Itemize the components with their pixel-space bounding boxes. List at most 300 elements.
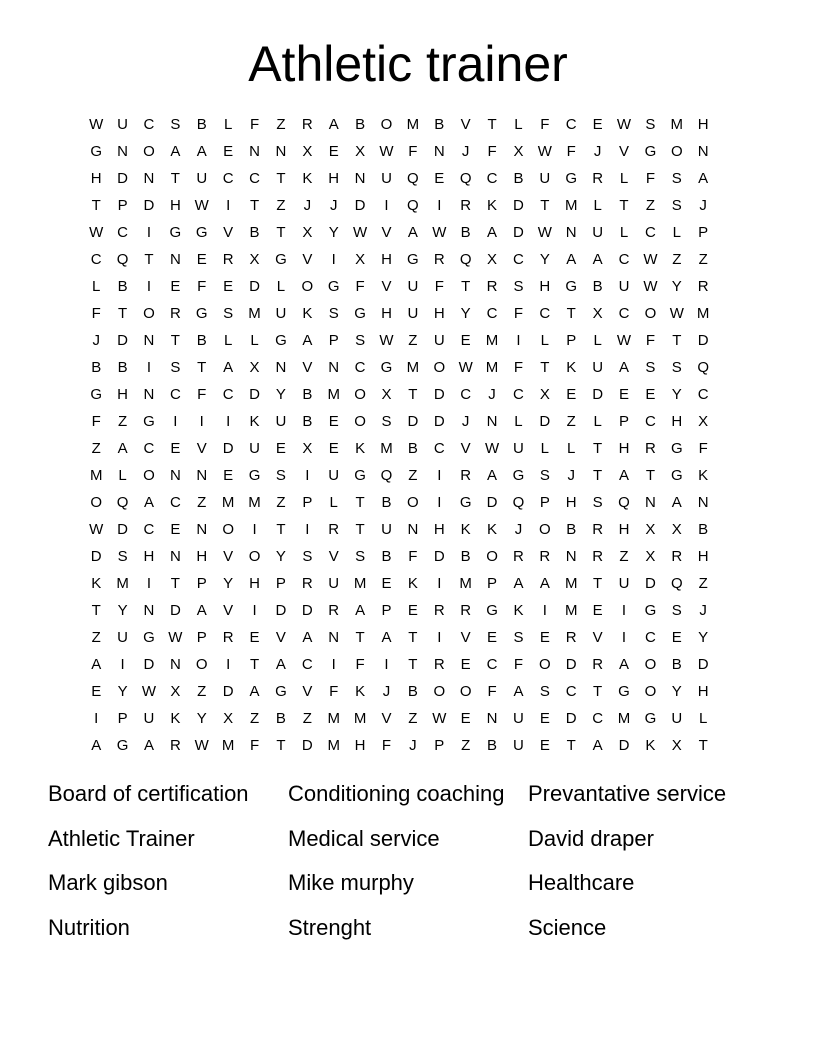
grid-letter: R <box>460 602 472 619</box>
grid-letter: T <box>276 224 286 241</box>
grid-letter: L <box>223 332 233 349</box>
grid-letter: H <box>354 737 366 754</box>
grid-letter: V <box>275 629 286 646</box>
grid-letter: A <box>355 602 366 619</box>
grid-letter: I <box>305 467 310 484</box>
grid-letter: E <box>196 251 207 268</box>
grid-letter: S <box>170 116 181 133</box>
grid-letter: P <box>328 332 339 349</box>
grid-letter: B <box>592 278 603 295</box>
grid-letter: O <box>644 683 657 700</box>
grid-letter: L <box>619 170 629 187</box>
grid-letter: P <box>196 575 207 592</box>
grid-letter: E <box>170 521 181 538</box>
grid-letter: M <box>485 359 499 376</box>
word-item: Nutrition <box>48 914 130 940</box>
grid-letter: W <box>616 332 632 349</box>
grid-letter: I <box>384 656 389 673</box>
grid-letter: A <box>91 656 102 673</box>
grid-letter: A <box>513 683 524 700</box>
grid-letter: P <box>698 224 709 241</box>
grid-letter: I <box>331 656 336 673</box>
grid-letter: W <box>432 224 447 241</box>
grid-letter: F <box>513 359 524 376</box>
grid-letter: P <box>117 197 128 214</box>
grid-letter: U <box>328 467 340 484</box>
grid-letter: M <box>406 359 420 376</box>
grid-letter: H <box>249 575 260 592</box>
grid-letter: P <box>381 602 392 619</box>
grid-letter: K <box>355 440 366 457</box>
grid-letter: R <box>433 251 445 268</box>
grid-letter: E <box>328 440 339 457</box>
grid-letter: S <box>513 278 524 295</box>
grid-letter: G <box>248 467 261 484</box>
grid-letter: E <box>223 278 234 295</box>
grid-row <box>83 165 743 192</box>
grid-letter: A <box>592 251 603 268</box>
grid-letter: F <box>513 305 524 322</box>
grid-letter: B <box>196 332 207 349</box>
grid-letter: H <box>328 170 340 187</box>
grid-letter: U <box>433 332 445 349</box>
word-row <box>48 778 788 823</box>
grid-letter: C <box>513 251 524 268</box>
grid-letter: T <box>355 521 365 538</box>
grid-letter: L <box>276 278 286 295</box>
grid-letter: V <box>460 629 471 646</box>
grid-letter: F <box>434 278 444 295</box>
grid-letter: X <box>539 386 550 403</box>
grid-letter: C <box>644 224 656 241</box>
grid-letter: S <box>328 305 339 322</box>
grid-letter: U <box>381 521 392 538</box>
grid-row <box>83 219 743 246</box>
grid-letter: Z <box>197 494 207 511</box>
grid-letter: W <box>194 737 209 754</box>
word-item: Strenght <box>288 914 372 940</box>
grid-letter: G <box>275 683 287 700</box>
grid-letter: C <box>618 305 630 322</box>
grid-letter: G <box>565 278 578 295</box>
grid-letter: K <box>302 170 313 187</box>
grid-letter: G <box>407 251 419 268</box>
grid-letter: Q <box>618 494 630 511</box>
grid-letter: D <box>117 332 128 349</box>
grid-letter: X <box>645 548 656 565</box>
grid-letter: Z <box>197 683 207 700</box>
grid-letter: D <box>644 575 656 592</box>
grid-letter: A <box>275 656 286 673</box>
grid-letter: U <box>592 224 604 241</box>
grid-letter: T <box>408 386 418 403</box>
grid-letter: O <box>354 386 366 403</box>
grid-letter: P <box>275 575 286 592</box>
grid-letter: S <box>671 197 682 214</box>
grid-letter: Q <box>459 170 472 187</box>
grid-letter: T <box>593 683 603 700</box>
grid-letter: F <box>91 305 101 322</box>
grid-letter: O <box>354 413 366 430</box>
grid-letter: H <box>618 440 630 457</box>
grid-letter: T <box>118 305 128 322</box>
grid-letter: I <box>146 359 152 376</box>
grid-letter: M <box>353 575 367 592</box>
grid-letter: L <box>540 440 549 457</box>
grid-letter: N <box>169 548 181 565</box>
grid-letter: B <box>513 170 524 187</box>
grid-letter: C <box>565 683 577 700</box>
grid-letter: L <box>619 224 629 241</box>
grid-letter: B <box>355 116 366 133</box>
grid-letter: H <box>565 494 577 511</box>
grid-letter: D <box>539 413 551 430</box>
grid-letter: I <box>621 602 627 619</box>
grid-row <box>83 327 743 354</box>
grid-letter: M <box>564 602 578 619</box>
grid-letter: Z <box>461 737 471 754</box>
grid-letter: B <box>381 548 392 565</box>
grid-row <box>83 543 743 570</box>
grid-letter: P <box>619 413 630 430</box>
grid-letter: H <box>539 278 551 295</box>
grid-letter: T <box>197 359 207 376</box>
grid-letter: T <box>276 521 286 538</box>
grid-letter: T <box>593 440 603 457</box>
grid-letter: F <box>487 683 497 700</box>
grid-letter: A <box>117 440 128 457</box>
grid-letter: A <box>619 656 630 673</box>
grid-letter: H <box>618 521 630 538</box>
grid-letter: M <box>248 305 261 322</box>
grid-letter: O <box>143 143 155 160</box>
grid-letter: J <box>461 413 470 430</box>
grid-letter: C <box>143 521 155 538</box>
grid-letter: B <box>487 737 498 754</box>
grid-letter: E <box>619 386 630 403</box>
grid-letter: S <box>671 359 682 376</box>
grid-letter: Q <box>697 359 710 376</box>
grid-letter: N <box>143 170 155 187</box>
grid-letter: J <box>409 737 417 754</box>
grid-letter: V <box>381 278 392 295</box>
grid-letter: J <box>329 197 338 214</box>
grid-letter: H <box>117 386 128 403</box>
grid-letter: A <box>302 629 313 646</box>
grid-letter: E <box>328 143 339 160</box>
grid-letter: T <box>170 575 180 592</box>
grid-letter: G <box>116 737 129 754</box>
grid-letter: A <box>143 737 154 754</box>
grid-letter: H <box>697 548 709 565</box>
grid-letter: H <box>381 305 392 322</box>
grid-letter: W <box>458 359 473 376</box>
grid-letter: H <box>143 548 155 565</box>
grid-letter: S <box>355 332 366 349</box>
grid-letter: G <box>195 224 208 241</box>
grid-letter: X <box>487 251 498 268</box>
grid-letter: W <box>669 305 684 322</box>
grid-letter: R <box>592 521 604 538</box>
grid-letter: U <box>381 170 392 187</box>
grid-letter: E <box>170 278 181 295</box>
grid-letter: Y <box>671 683 682 700</box>
grid-letter: D <box>143 656 155 673</box>
grid-letter: P <box>487 575 498 592</box>
grid-letter: J <box>567 467 575 484</box>
grid-letter: D <box>249 386 260 403</box>
grid-letter: W <box>379 143 394 160</box>
grid-letter: D <box>697 332 709 349</box>
grid-letter: N <box>565 548 577 565</box>
grid-letter: D <box>169 602 181 619</box>
grid-letter: R <box>592 170 604 187</box>
grid-letter: I <box>226 656 231 673</box>
grid-letter: U <box>671 710 683 727</box>
grid-letter: G <box>195 305 208 322</box>
grid-letter: L <box>329 494 338 511</box>
grid-letter: L <box>223 116 233 133</box>
grid-letter: G <box>644 710 657 727</box>
grid-letter: N <box>275 359 287 376</box>
grid-letter: B <box>249 224 260 241</box>
grid-letter: Y <box>196 710 207 727</box>
grid-letter: H <box>697 116 709 133</box>
grid-letter: G <box>380 359 393 376</box>
grid-letter: D <box>513 197 524 214</box>
grid-letter: K <box>645 737 656 754</box>
grid-letter: Z <box>276 116 286 133</box>
grid-letter: D <box>433 548 445 565</box>
grid-letter: M <box>327 710 340 727</box>
grid-letter: G <box>486 602 498 619</box>
grid-letter: M <box>485 332 499 349</box>
grid-letter: Y <box>460 305 471 322</box>
grid-letter: A <box>619 359 630 376</box>
grid-letter: U <box>513 710 524 727</box>
grid-letter: T <box>355 494 365 511</box>
grid-letter: A <box>619 467 630 484</box>
grid-letter: J <box>382 683 391 700</box>
grid-letter: C <box>143 116 155 133</box>
grid-letter: G <box>90 143 103 160</box>
grid-row <box>83 246 743 273</box>
grid-letter: D <box>117 170 128 187</box>
word-item: Mike murphy <box>288 870 414 895</box>
grid-letter: D <box>565 656 577 673</box>
grid-letter: L <box>593 332 602 349</box>
grid-letter: G <box>275 332 287 349</box>
grid-letter: N <box>565 224 577 241</box>
grid-letter: I <box>226 413 231 430</box>
grid-letter: S <box>275 467 286 484</box>
grid-letter: Z <box>408 332 418 349</box>
grid-letter: U <box>539 170 551 187</box>
grid-letter: X <box>381 386 392 403</box>
grid-letter: T <box>276 737 286 754</box>
grid-letter: M <box>116 575 129 592</box>
word-row <box>48 912 788 957</box>
grid-letter: S <box>645 359 656 376</box>
grid-letter: F <box>249 737 260 754</box>
grid-letter: C <box>222 386 234 403</box>
grid-letter: G <box>670 467 683 484</box>
grid-letter: B <box>698 521 709 538</box>
grid-letter: A <box>143 494 154 511</box>
grid-letter: T <box>170 332 180 349</box>
grid-letter: B <box>91 359 102 376</box>
grid-letter: T <box>645 467 655 484</box>
grid-letter: L <box>593 197 602 214</box>
grid-letter: Q <box>670 575 683 592</box>
grid-letter: X <box>170 683 181 700</box>
grid-letter: A <box>196 143 207 160</box>
grid-row <box>83 354 743 381</box>
grid-letter: B <box>302 413 313 430</box>
grid-letter: V <box>592 629 603 646</box>
grid-letter: D <box>486 494 498 511</box>
grid-letter: I <box>437 575 442 592</box>
grid-letter: V <box>460 440 471 457</box>
grid-letter: M <box>564 575 578 592</box>
grid-letter: K <box>170 710 181 727</box>
grid-letter: V <box>302 683 313 700</box>
grid-row <box>83 732 743 759</box>
grid-letter: I <box>542 602 547 619</box>
grid-letter: W <box>194 197 209 214</box>
grid-letter: M <box>221 494 235 511</box>
grid-letter: J <box>92 332 100 349</box>
grid-letter: G <box>459 494 472 511</box>
grid-letter: I <box>437 494 442 511</box>
grid-letter: D <box>433 413 445 430</box>
grid-letter: S <box>592 494 603 511</box>
grid-letter: Z <box>276 197 286 214</box>
grid-letter: W <box>89 116 104 133</box>
grid-letter: L <box>593 413 602 430</box>
grid-letter: O <box>90 494 103 511</box>
grid-row <box>83 300 743 327</box>
grid-letter: L <box>672 224 681 241</box>
grid-letter: F <box>487 143 497 160</box>
grid-letter: Y <box>223 575 234 592</box>
grid-letter: S <box>117 548 128 565</box>
grid-letter: T <box>593 467 603 484</box>
grid-letter: V <box>328 548 339 565</box>
grid-letter: O <box>143 305 155 322</box>
grid-letter: F <box>540 116 550 133</box>
grid-letter: N <box>143 332 155 349</box>
word-item: David draper <box>528 825 654 851</box>
grid-letter: W <box>616 116 632 133</box>
grid-letter: H <box>90 170 102 187</box>
grid-letter: W <box>643 251 658 268</box>
grid-letter: C <box>644 413 656 430</box>
grid-letter: I <box>305 521 310 538</box>
grid-letter: B <box>407 440 418 457</box>
grid-letter: N <box>328 629 340 646</box>
grid-letter: N <box>407 521 419 538</box>
grid-letter: U <box>513 737 524 754</box>
grid-letter: E <box>249 629 260 646</box>
grid-letter: A <box>487 467 498 484</box>
grid-letter: X <box>249 359 260 376</box>
grid-letter: T <box>249 197 260 214</box>
grid-letter: T <box>566 305 576 322</box>
grid-letter: C <box>169 494 181 511</box>
grid-letter: U <box>618 575 630 592</box>
word-item: Conditioning coaching <box>288 781 505 806</box>
grid-letter: D <box>354 197 366 214</box>
grid-letter: I <box>516 332 521 349</box>
grid-letter: M <box>459 575 472 592</box>
grid-letter: W <box>432 710 447 727</box>
grid-letter: F <box>355 656 365 673</box>
word-item: Board of certification <box>48 781 249 806</box>
grid-letter: T <box>487 116 497 133</box>
grid-row <box>83 705 743 732</box>
grid-letter: U <box>249 440 260 457</box>
grid-letter: N <box>697 143 709 160</box>
grid-letter: O <box>539 521 551 538</box>
grid-letter: U <box>275 413 287 430</box>
grid-letter: C <box>644 629 656 646</box>
grid-letter: D <box>301 737 313 754</box>
grid-letter: K <box>513 602 524 619</box>
grid-letter: E <box>91 683 102 700</box>
grid-letter: Z <box>645 197 655 214</box>
grid-letter: E <box>223 143 234 160</box>
grid-letter: X <box>671 521 682 538</box>
grid-letter: I <box>94 710 99 727</box>
grid-letter: N <box>433 143 445 160</box>
grid-letter: I <box>331 251 336 268</box>
grid-letter: A <box>381 629 392 646</box>
grid-letter: S <box>671 602 682 619</box>
grid-letter: M <box>327 737 340 754</box>
grid-letter: A <box>328 116 339 133</box>
grid-letter: P <box>566 332 577 349</box>
grid-letter: X <box>355 143 366 160</box>
grid-letter: E <box>460 710 471 727</box>
grid-letter: K <box>249 413 260 430</box>
grid-letter: K <box>487 521 498 538</box>
grid-letter: R <box>222 251 234 268</box>
grid-letter: Q <box>512 494 525 511</box>
grid-letter: D <box>592 386 604 403</box>
grid-letter: S <box>645 116 656 133</box>
grid-letter: R <box>486 278 498 295</box>
grid-letter: D <box>301 602 313 619</box>
grid-letter: O <box>433 359 446 376</box>
grid-letter: C <box>513 386 524 403</box>
grid-row <box>83 408 743 435</box>
grid-letter: W <box>89 521 104 538</box>
grid-letter: I <box>437 629 442 646</box>
grid-letter: Z <box>619 548 629 565</box>
grid-letter: F <box>91 413 101 430</box>
grid-letter: A <box>302 332 313 349</box>
grid-letter: A <box>249 683 260 700</box>
grid-letter: M <box>89 467 103 484</box>
grid-letter: O <box>433 683 446 700</box>
grid-letter: G <box>618 683 630 700</box>
grid-letter: Z <box>91 440 101 457</box>
grid-letter: Q <box>407 197 419 214</box>
grid-letter: S <box>513 629 524 646</box>
grid-letter: I <box>146 224 152 241</box>
grid-letter: N <box>275 143 287 160</box>
